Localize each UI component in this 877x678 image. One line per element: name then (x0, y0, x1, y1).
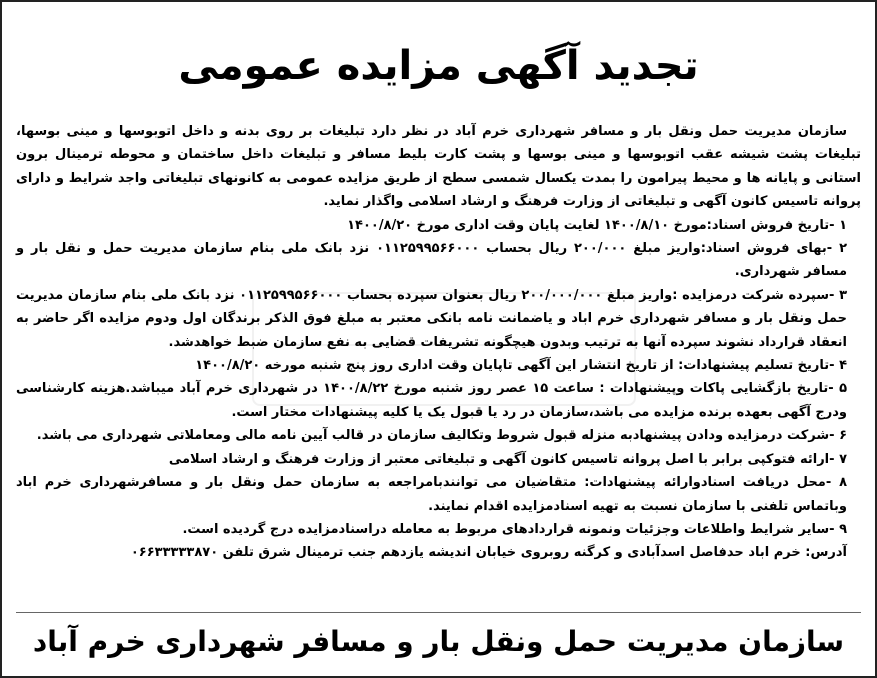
footer-divider (16, 612, 861, 613)
notice-item-6: ۶ -شرکت درمزایده ودادن پیشنهادبه منزله قبول شروط وتکالیف سازمان در قالب آیین نامه مالی ومعاملاتی شهرداری می باشد. (36, 428, 847, 444)
notice-item-4: ۴ -تاریخ تسلیم پیشنهادات: از تاریخ انتشار این آگهی تاپایان وقت اداری روز پنج شنبه مورخه ۱۴۰۰/۸/۲۰ (195, 358, 847, 374)
notice-address: آدرس: خرم اباد حدفاصل اسدآبادی و کرگنه روبروی خیابان اندیشه یازدهم جنب ترمینال شرق تلفن ۰۶۶۳۳۳۳۳۸۷۰ (130, 545, 847, 561)
notice-title: تجدید آگهی مزایده عمومی (178, 43, 699, 89)
organization-signature: سازمان مدیریت حمل ونقل بار و مسافر شهرداری خرم آباد (32, 625, 845, 658)
notice-item-5: ۵ -تاریخ بازگشایی پاکات وپیشنهادات : ساعت ۱۵ عصر روز شنبه مورخ ۱۴۰۰/۸/۲۲ در شهرداری خرم آباد میباشد.هزینه کارشناسی ودرج آگهی بعهده برنده مزایده می باشد،سازمان در رد یا قبول یک یا کلیه پیشنهادات مختار است. (16, 381, 847, 420)
notice-item-9: ۹ -سایر شرایط واطلاعات وجزئیات ونمونه قراردادهای مربوط به معامله دراسنادمزایده درج گردیده است. (182, 521, 847, 537)
notice-item-1: ۱ -تاریخ فروش اسناد:مورخ ۱۴۰۰/۸/۱۰ لغایت پایان وقت اداری مورخ ۱۴۰۰/۸/۲۰ (347, 217, 847, 233)
notice-item-8: ۸ -محل دریافت اسنادوارائه پیشنهادات: متقاضیان می توانندبامراجعه به سازمان حمل ونقل بار و مسافرشهرداری خرم اباد وباتماس تلفنی با سازمان نسبت به تهیه اسنادمزایده اقدام نمایند. (16, 475, 847, 514)
notice-body (16, 120, 861, 565)
notice-item-3: ۳ -سپرده شرکت درمزایده :واریز مبلغ ۲۰۰/۰۰۰/۰۰۰ ریال بعنوان سپرده بحساب ۰۱۱۲۵۹۹۵۶۶۰۰۰ نزد بانک ملی بنام سازمان مدیریت حمل ونقل بار و مسافر شهرداری خرم اباد و یاضمانت نامه بانکی معتبر به مبلغ فوق الذکر برندگان اول ودوم مزایده اگر حاضر به انعقاد قرارداد نشوند سپرده آنها به ترتیب وبدون هیچگونه تشریفات قضایی به نفع سازمان ضبط خواهدشد. (16, 287, 848, 350)
notice-item-2: ۲ -بهای فروش اسناد:واریز مبلغ ۲۰۰/۰۰۰ ریال بحساب ۰۱۱۲۵۹۹۵۶۶۰۰۰ نزد بانک ملی بنام سازمان مدیریت حمل و نقل بار و مسافر شهرداری. (16, 241, 847, 280)
notice-intro: سازمان مدیریت حمل ونقل بار و مسافر شهرداری خرم آباد در نظر دارد تبلیغات بر روی بدنه و داخل اتوبوسها و مینی بوسها، تبلیغات پشت شیشه عقب اتوبوسها و مینی بوسها و پشت کارت بلیط مسافر و تبلیغات داخل ساختمان و محوطه ترمینال برون استانی و پایانه ها و محیط پیرامون را بمدت یکسال شمسی سطح از طریق مزایده عمومی به کانونهای تبلیغاتی واجد شرایط و دارای پروانه تاسیس کانون آگهی و تبلیغاتی از وزارت فرهنگ و ارشاد اسلامی واگذار نماید. (16, 124, 861, 210)
notice-item-7: ۷ -ارائه فتوکپی برابر با اصل پروانه تاسیس کانون آگهی و تبلیغاتی معتبر از وزارت فرهنگ و ارشاد اسلامی (168, 451, 847, 467)
